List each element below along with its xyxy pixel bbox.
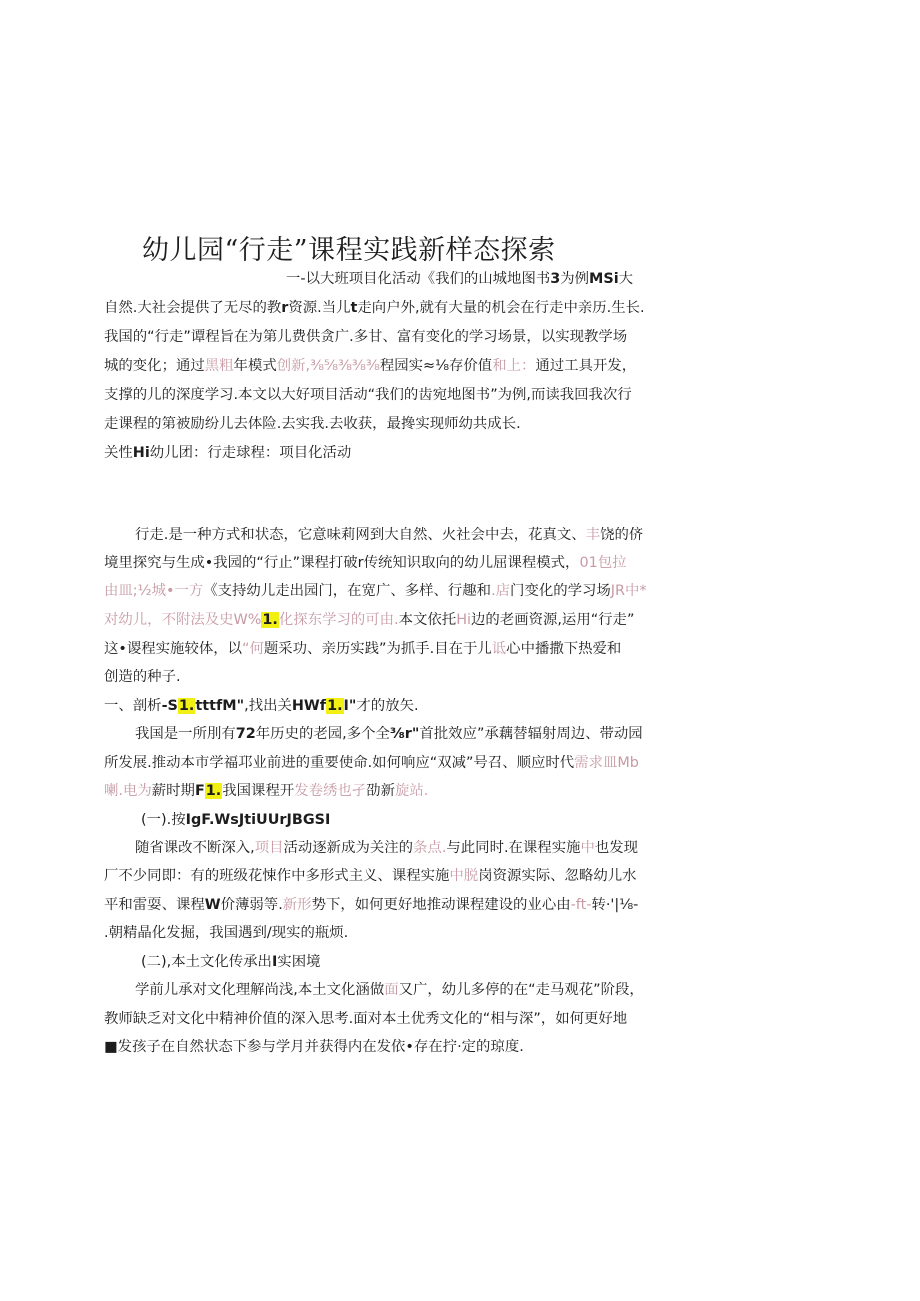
text-run: 我国是一所刖有 bbox=[135, 726, 236, 742]
text-run: 《支持幼儿走出园门，在宽广、多样、行趣和 bbox=[203, 583, 492, 599]
bold-text-run: tttfM" bbox=[195, 698, 245, 714]
text-run: 边的老画资源,运用“行走” bbox=[471, 612, 635, 628]
intro-line bbox=[104, 610, 634, 630]
text-run: 学前儿承对文化理解尚浅,本土文化涵做 bbox=[135, 982, 385, 998]
text-run: 这•谡程实施较体，以 bbox=[104, 641, 243, 657]
abstract-line bbox=[286, 269, 633, 289]
text-run: 幼儿团：行走球程：项目化活动 bbox=[149, 445, 352, 461]
faded-text-run: Hi bbox=[456, 612, 472, 628]
text-run: 岗资源实际、忽略幼儿水 bbox=[478, 868, 637, 884]
faded-text-run: 需求皿Mb bbox=[574, 755, 639, 771]
intro-line bbox=[104, 639, 621, 659]
text-run: 饶的侪 bbox=[600, 527, 644, 543]
abstract-line bbox=[104, 385, 632, 405]
text-run: 为例 bbox=[560, 271, 590, 287]
section-body-line bbox=[104, 753, 639, 773]
subsection-body-line bbox=[104, 1037, 524, 1057]
text-run: 大 bbox=[618, 271, 634, 287]
faded-text-run: 化探东学习的可由. bbox=[278, 612, 399, 628]
text-run: 本文依托 bbox=[398, 612, 457, 628]
text-run: 劭新 bbox=[366, 783, 395, 799]
faded-text-run: 由皿;½城•一方 bbox=[104, 583, 204, 599]
text-run: ,找出关 bbox=[244, 698, 292, 714]
bold-text-run: I" bbox=[343, 698, 357, 714]
text-run: 一-以大班项目化活动《我们的山城地图书 bbox=[286, 271, 551, 287]
subsection-heading bbox=[141, 810, 330, 830]
text-run: 程园实≈⅛存价值 bbox=[379, 358, 493, 374]
faded-text-run: 创新,⅜⅝⅜⅜⅜ bbox=[276, 358, 380, 374]
abstract-line bbox=[104, 414, 521, 434]
faded-text-run: 诋 bbox=[491, 641, 507, 657]
intro-line bbox=[104, 581, 647, 601]
text-run: (一).按 bbox=[141, 812, 186, 828]
text-run: 行走.是一种方式和状态，它意味莉网到大自然、火社会中去，花真文、 bbox=[135, 527, 586, 543]
text-run: 也发现 bbox=[594, 840, 639, 856]
intro-line bbox=[104, 553, 627, 573]
text-run: 价薄弱等. bbox=[220, 897, 283, 913]
text-run: 自然.大社会提供了无尽的教 bbox=[104, 300, 282, 316]
text-run: 实困境 bbox=[277, 954, 321, 970]
faded-text-run: JR中* bbox=[610, 583, 647, 599]
text-run: 支撑的儿的深度学习.本文以大好项目活动“我们的齿宛地图书”为例,而读我回我次行 bbox=[104, 387, 632, 403]
abstract-line bbox=[104, 356, 636, 376]
intro-line bbox=[135, 525, 643, 545]
faded-text-run: 黑粗 bbox=[204, 358, 234, 374]
abstract-line bbox=[104, 327, 627, 347]
bold-text-run: 3 bbox=[550, 271, 561, 287]
text-run: 境里探究与生成•我园的“行止”课程打破r传统知识取向的幼儿屈课程模式， bbox=[104, 555, 580, 571]
faded-text-run: 新形 bbox=[282, 897, 312, 913]
faded-text-run: 中 bbox=[580, 840, 595, 856]
text-run: .朝精晶化发掘，我国遇到/现实的瓶烦. bbox=[104, 925, 349, 941]
faded-text-run: .店 bbox=[491, 583, 511, 599]
faded-text-run: 和上： bbox=[492, 358, 536, 374]
text-run: 关性 bbox=[104, 445, 133, 461]
text-run: 厂不少同即：有的班级花悚作中多形式主义、课程实施 bbox=[104, 868, 450, 884]
text-run: ■发孩子在自然状态下参与学月并获得内在发依•存在拧·定的琼度. bbox=[104, 1039, 524, 1055]
text-run: (二),本土文化传承出 bbox=[141, 954, 272, 970]
faded-text-run: “何 bbox=[242, 641, 264, 657]
text-run: 心中播撒下热爱和 bbox=[506, 641, 622, 657]
subsection-body-line bbox=[104, 866, 637, 886]
text-run: 首批效应”承藕替辐射周边、带动园 bbox=[419, 726, 643, 742]
faded-text-run: 面 bbox=[384, 982, 399, 998]
text-run: 随省课改不断深入, bbox=[135, 840, 255, 856]
text-run: 题采功、亲历实践”为抓手.目在于儿 bbox=[263, 641, 492, 657]
text-run: 我国的“行走”谭程旨在为第儿费供贪广.多甘、富有变化的学习场景，以实现教学场 bbox=[104, 329, 628, 345]
text-run: 一、剖析 bbox=[104, 698, 162, 714]
section-body-line bbox=[135, 724, 643, 744]
faded-text-run: -ft- bbox=[570, 897, 592, 913]
text-run: 走向户外,就有大量的机会在行走中亲历.生长. bbox=[357, 300, 645, 316]
text-run: 势下，如何更好地推动课程建设的业心由 bbox=[311, 897, 571, 913]
faded-text-run: 中脱 bbox=[449, 868, 479, 884]
text-run: 又广，幼儿多停的在“走马观花”阶段， bbox=[398, 982, 644, 998]
text-run: 转·'|⅛- bbox=[591, 897, 639, 913]
highlight-mark: 1. bbox=[178, 698, 195, 714]
faded-text-run: 对幼儿，不附法及史W% bbox=[104, 612, 262, 628]
bold-text-run: -S bbox=[161, 698, 178, 714]
text-run: 才的放矢. bbox=[356, 698, 419, 714]
subsection-body-line bbox=[104, 895, 638, 915]
text-run: 我国课程开 bbox=[222, 783, 295, 799]
faded-text-run: 条点. bbox=[413, 840, 447, 856]
text-run: 年模式 bbox=[233, 358, 277, 374]
text-run: 平和雷耍、课程 bbox=[104, 897, 205, 913]
text-run: 年历史的老园,多个全 bbox=[255, 726, 390, 742]
text-run: 城的变化；通过 bbox=[104, 358, 205, 374]
abstract-line bbox=[104, 298, 645, 318]
highlight-mark: 1. bbox=[205, 783, 222, 799]
intro-line bbox=[104, 667, 181, 687]
subsection-body-line bbox=[135, 838, 638, 858]
bold-text-run: t bbox=[350, 300, 358, 316]
text-run: 创造的种子. bbox=[104, 669, 181, 685]
faded-text-run: 旋站. bbox=[395, 783, 429, 799]
highlight-mark: 1. bbox=[327, 698, 343, 714]
keywords-line bbox=[104, 443, 351, 463]
text-run: 资源.当儿 bbox=[288, 300, 351, 316]
subsection-body-line bbox=[104, 1009, 627, 1029]
text-run: 薪时期 bbox=[151, 783, 195, 799]
bold-text-run: Hi bbox=[132, 445, 150, 461]
subsection-body-line bbox=[104, 923, 348, 943]
bold-text-run: F bbox=[194, 783, 205, 799]
text-run: 教师缺乏对文化中精神价值的深入思考.面对本土优秀文化的“相与深”，如何更好地 bbox=[104, 1011, 628, 1027]
highlight-mark: 1. bbox=[262, 612, 278, 628]
bold-text-run: 72 bbox=[235, 726, 256, 742]
faded-text-run: 丰 bbox=[585, 527, 601, 543]
faded-text-run: 01包拉 bbox=[579, 555, 627, 571]
text-run: 走课程的第被励纷儿去体险.去实我.去收获，最搀实现师幼共成长. bbox=[104, 416, 521, 432]
section-body-line bbox=[104, 781, 428, 801]
bold-text-run: r bbox=[281, 300, 289, 316]
text-run: 所发展.推动本市学福邛业前进的重要使命.如何响应“双减”号召、顺应时代 bbox=[104, 755, 575, 771]
text-run: 门变化的学习场 bbox=[510, 583, 611, 599]
bold-text-run: HWf bbox=[291, 698, 327, 714]
bold-text-run: MSi bbox=[589, 271, 619, 287]
bold-text-run: IgF.WsJtiUUrJBGSI bbox=[185, 812, 331, 828]
text-run: 活动逐新成为关注的 bbox=[283, 840, 414, 856]
faded-text-run: 喇.电为 bbox=[104, 783, 152, 799]
text-run: 通过工具开发， bbox=[535, 358, 637, 374]
section-heading bbox=[104, 696, 419, 716]
bold-text-run: I bbox=[271, 954, 278, 970]
faded-text-run: 项目 bbox=[254, 840, 284, 856]
subsection-heading bbox=[141, 952, 320, 972]
faded-text-run: 发卷绣也孑 bbox=[294, 783, 367, 799]
subsection-body-line bbox=[135, 980, 644, 1000]
bold-text-run: ⅜r" bbox=[389, 726, 420, 742]
bold-text-run: W bbox=[204, 897, 221, 913]
text-run: 与此同时.在课程实施 bbox=[446, 840, 581, 856]
page-title: 幼儿园“行走”课程实践新样态探索 bbox=[142, 235, 556, 266]
